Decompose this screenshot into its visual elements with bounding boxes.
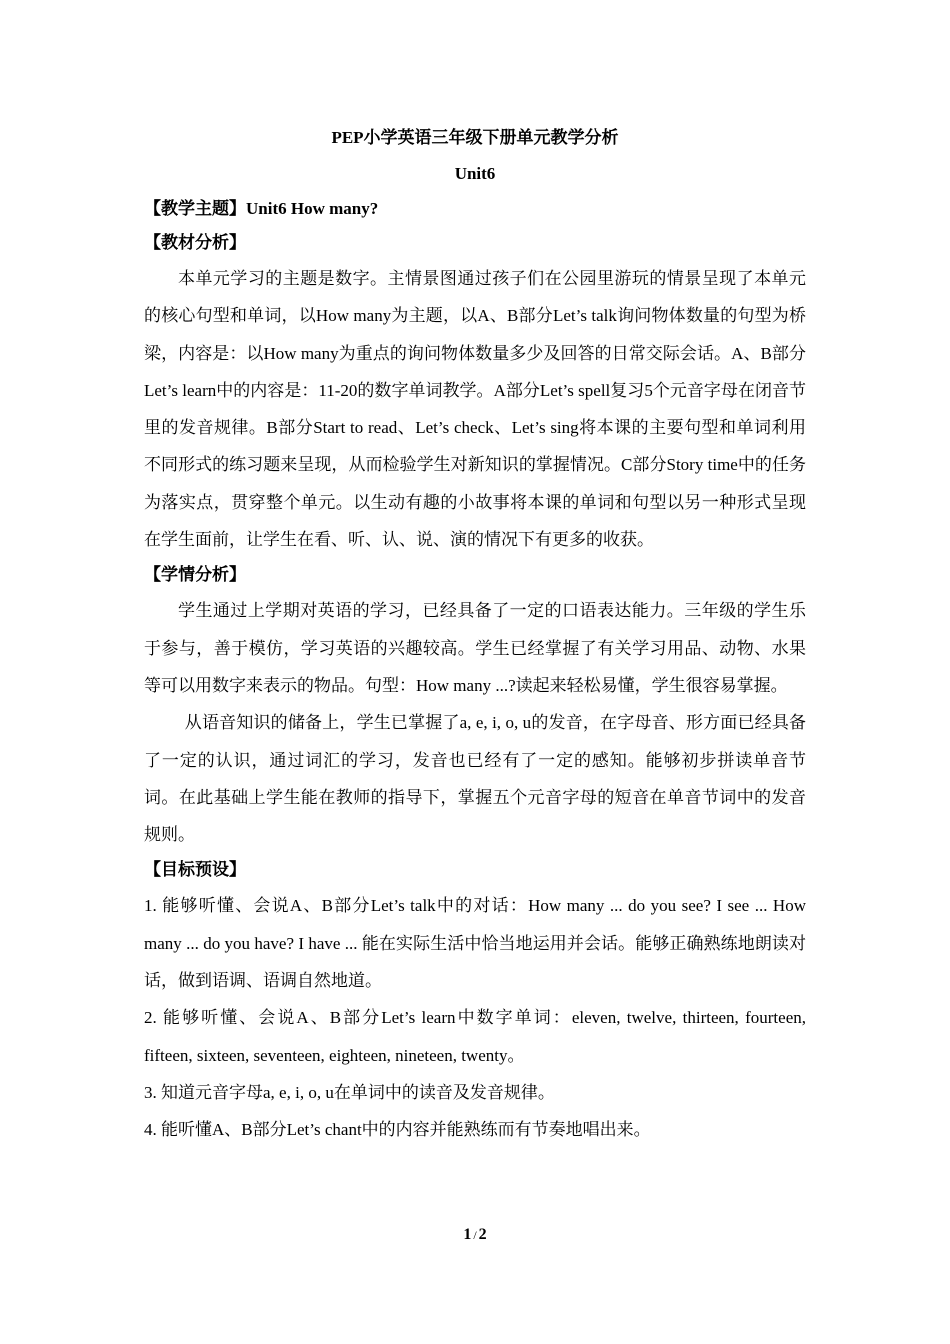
document-body <box>144 120 806 1149</box>
theme-heading: 【教学主题】Unit6 How many? <box>144 199 379 218</box>
unit-subtitle: Unit6 <box>454 164 496 183</box>
page-number <box>0 1226 950 1244</box>
goal-item: 4. 能听懂A、B部分Let’s chant中的内容并能熟练而有节奏地唱出来。 <box>144 1120 651 1140</box>
current-page-number: 1 <box>463 1226 472 1243</box>
learner-heading: 【学情分析】 <box>144 565 246 585</box>
material-paragraph: 本单元学习的主题是数字。主情景图通过孩子们在公园里游玩的情景呈现了本单元的核心句型和单词，以How many为主题，以A、B部分Let’s talk询问物体数量的句型为桥梁，内容是：以How many为重点的询问物体数量多少及回答的日常交际会话。A、B部分Let’s learn中的内容是：11-20的数字单词教学。A部分Let’s spell复习5个元音字母在闭音节里的发音规律。B部分Start to read、Let’s check、Let’s sing将本课的主要句型和单词利用不同形式的练习题来呈现，从而检验学生对新知识的掌握情况。C部分Story time中的任务为落实点，贯穿整个单元。以生动有趣的小故事将本课的单词和句型以另一种形式呈现在学生面前，让学生在看、听、认、说、演的情况下有更多的收获。 <box>144 269 806 550</box>
page-number-separator: / <box>473 1228 477 1242</box>
goal-item: 3. 知道元音字母a, e, i, o, u在单词中的读音及发音规律。 <box>144 1082 555 1102</box>
material-heading: 【教材分析】 <box>144 233 246 252</box>
goal-item: 1. 能够听懂、会说A、B部分Let’s talk中的对话：How many ... do you see? I see ... How many ... do you have? I have ... 能在实际生活中恰当地运用并会话。能够正确熟练地朗读对话，做到语调、语调自然地道。 <box>144 896 806 991</box>
goals-heading: 【目标预设】 <box>144 860 246 880</box>
learner-paragraph-2: 从语音知识的储备上，学生已掌握了a, e, i, o, u的发音，在字母音、形方面已经具备了一定的认识，通过词汇的学习，发音也已经有了一定的感知。能够初步拼读单音节词。在此基础上学生能在教师的指导下，掌握五个元音字母的短音在单音节词中的发音规则。 <box>144 713 806 845</box>
total-page-count: 2 <box>478 1226 487 1243</box>
document-title: PEP小学英语三年级下册单元教学分析 <box>331 128 619 147</box>
goal-item: 2. 能够听懂、会说A、B部分Let’s learn中数字单词：eleven, twelve, thirteen, fourteen, fifteen, sixteen, seventeen, eighteen, nineteen, twenty。 <box>144 1008 806 1065</box>
learner-paragraph-1: 学生通过上学期对英语的学习，已经具备了一定的口语表达能力。三年级的学生乐于参与，善于模仿，学习英语的兴趣较高。学生已经掌握了有关学习用品、动物、水果等可以用数字来表示的物品。句型：How many ...?读起来轻松易懂，学生很容易掌握。 <box>144 601 806 695</box>
